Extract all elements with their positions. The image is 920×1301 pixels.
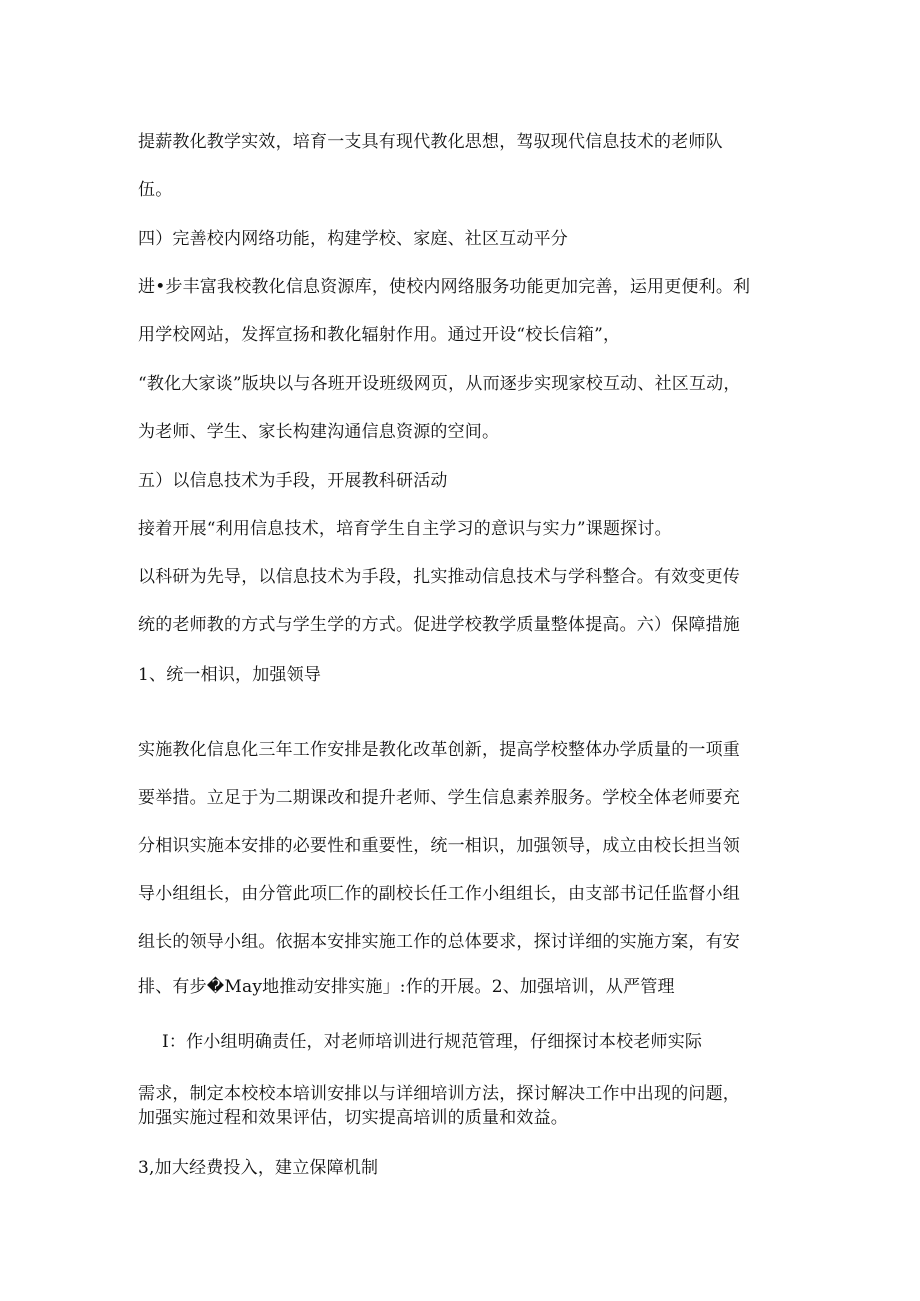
text-line: 导小组组长，由分管此项匚作的副校长任工作小组组长，由支部书记任监督小组 xyxy=(138,884,740,904)
subsection-heading: 1、统一相识，加强领导 xyxy=(138,665,322,685)
section-heading: 四）完善校内网络功能，构建学校、家庭、社区互动平分 xyxy=(138,229,568,249)
text-line: I：作小组明确责任，对老师培训进行规范管理，仔细探讨本校老师实际 xyxy=(162,1032,703,1052)
text-line: “教化大家谈”版块以与各班开设班级网页，从而逐步实现家校互动、社区互动， xyxy=(138,374,741,394)
text-line: 统的老师教的方式与学生学的方式。促进学校教学质量整体提高。六）保障措施 xyxy=(138,615,740,635)
text-line: 组长的领导小组。依据本安排实施工作的总体要求，探讨详细的实施方案，有安 xyxy=(138,932,740,952)
text-line: 为老师、学生、家长构建沟通信息资源的空间。 xyxy=(138,422,500,442)
subsection-heading: 3,加大经费投入，建立保障机制 xyxy=(138,1158,379,1178)
text-line: 提薪教化教学实效，培育一支具有现代教化思想，驾驭现代信息技术的老师队 xyxy=(138,132,723,152)
text-line: 排、有步�May地推动安排实施」:作的开展。2、加强培训，从严管理 xyxy=(138,977,675,997)
text-line: 伍。 xyxy=(138,180,173,200)
text-line: 分相识实施本安排的必要性和重要性，统一相识，加强领导，成立由校长担当领 xyxy=(138,836,740,856)
text-line: 加强实施过程和效果评估，切实提高培训的质量和效益。 xyxy=(138,1108,568,1128)
text-line: 以科研为先导，以信息技术为手段，扎实推动信息技术与学科整合。有效变更传 xyxy=(138,567,740,587)
section-heading: 五）以信息技术为手段，开展教科研活动 xyxy=(138,471,448,491)
text-line: 实施教化信息化三年工作安排是教化改革创新，提高学校整体办学质量的一项重 xyxy=(138,740,740,760)
text-line: 需求，制定本校校本培训安排以与详细培训方法，探讨解决工作中出现的问题， xyxy=(138,1084,740,1104)
text-line: 要举措。立足于为二期课改和提升老师、学生信息素养服务。学校全体老师要充 xyxy=(138,788,740,808)
text-line: 接着开展“利用信息技术，培育学生自主学习的意识与实力”课题探讨。 xyxy=(138,519,672,539)
text-line: 用学校网站，发挥宣扬和教化辐射作用。通过开设“校长信箱”， xyxy=(138,325,621,345)
text-line: 进•步丰富我校教化信息资源库，使校内网络服务功能更加完善，运用更便利。利 xyxy=(138,277,751,297)
